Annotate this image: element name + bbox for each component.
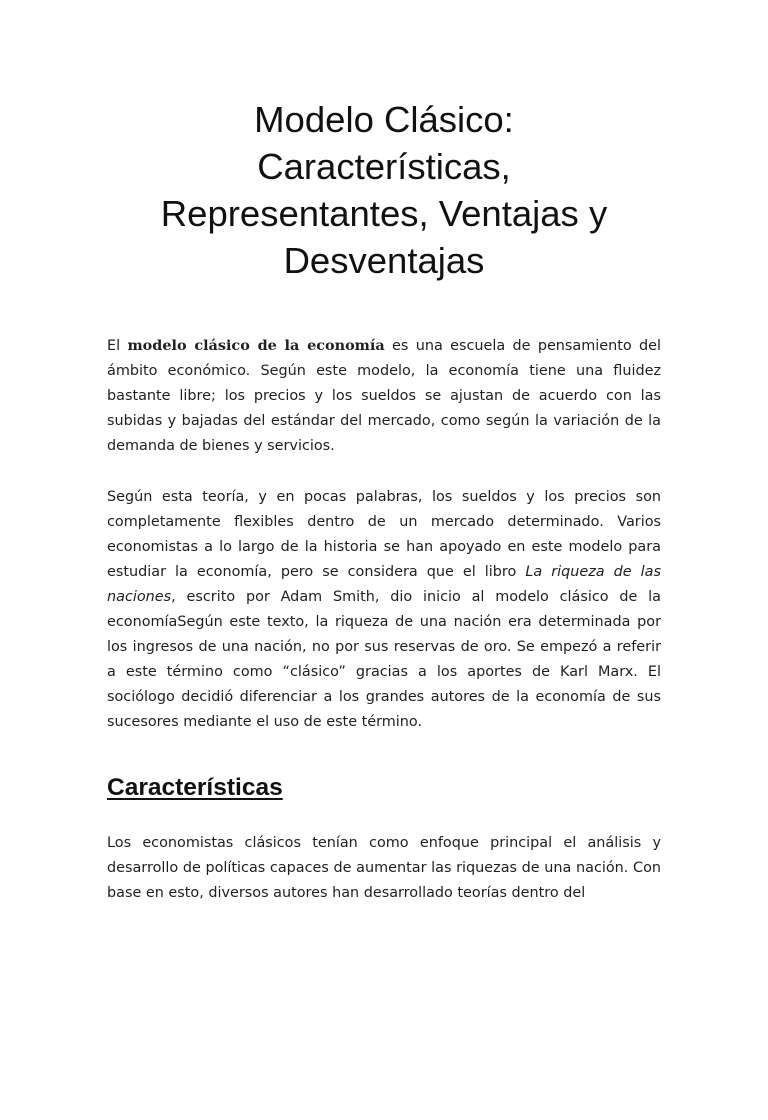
second-paragraph-text-before: Según esta teoría, y en pocas palabras, los sueldos y los precios son completamente flexibles dentro de un mercado determinado. Varios economistas a lo largo de la historia se han apoyado en este modelo para estudiar la economía, pero se considera que el libro — [107, 489, 661, 580]
document-page — [0, 96, 768, 1120]
title-line: Características, — [257, 146, 511, 187]
section-heading-caracteristicas: Características — [107, 774, 283, 801]
title-line: Desventajas — [283, 240, 485, 281]
title-line: Modelo Clásico: — [254, 99, 514, 140]
title-line: Representantes, Ventajas y — [160, 193, 608, 234]
intro-text: es una escuela de pensamiento del ámbito económico. Según este modelo, la economía tiene una fluidez bastante libre; los precios y los sueldos se ajustan de acuerdo con las subidas y bajadas del estándar del mercado, como según la variación de la demanda de bienes y servicios. — [107, 338, 661, 454]
second-paragraph-text-after: , escrito por Adam Smith, dio inicio al modelo clásico de la economíaSegún este texto, la riqueza de una nación era determinada por los ingresos de una nación, no por sus reservas de oro. Se empezó a referir a este término como “clásico” gracias a los aportes de Karl Marx. El sociólogo decidió diferenciar a los grandes autores de la economía de sus sucesores mediante el uso de este término. — [107, 589, 661, 730]
intro-bold-term: modelo clásico de la economía — [127, 337, 385, 354]
section-paragraph: Los economistas clásicos tenían como enfoque principal el análisis y desarrollo de políticas capaces de aumentar las riquezas de una nación. Con base en esto, diversos autores han desarrollado teorías dentro del — [107, 835, 661, 901]
book-title: La riqueza de las naciones — [107, 564, 661, 605]
document-title — [107, 96, 661, 284]
second-paragraph — [107, 485, 661, 735]
intro-paragraph — [107, 333, 661, 459]
intro-prefix: El — [107, 338, 128, 354]
